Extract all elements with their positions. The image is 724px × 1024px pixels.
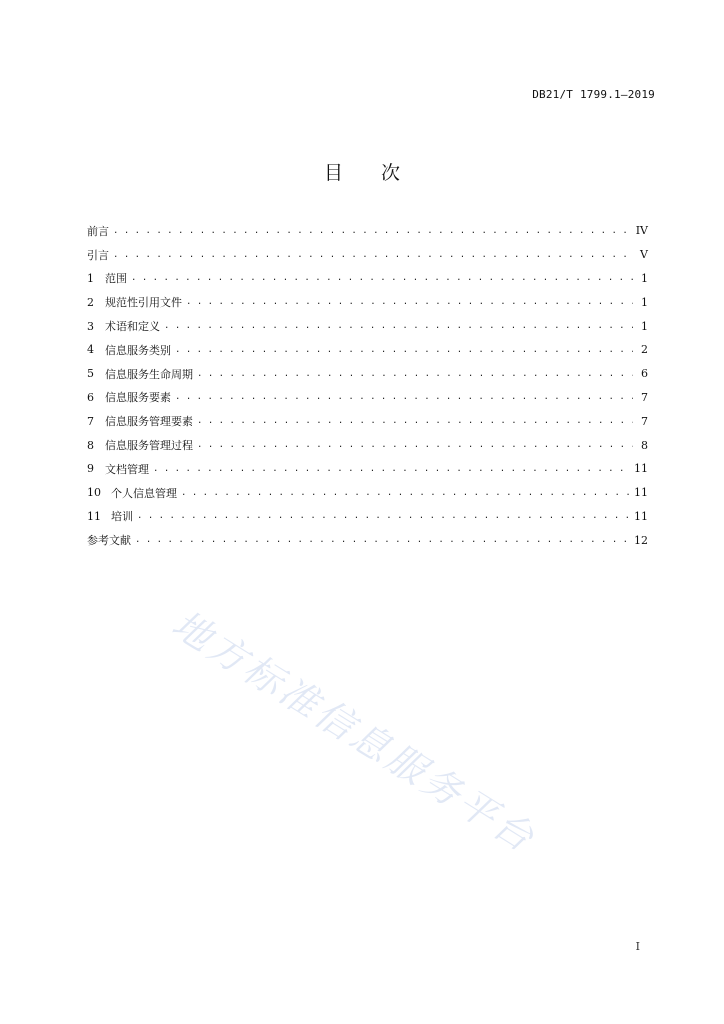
table-of-contents xyxy=(87,219,648,552)
toc-entry-number: 1 xyxy=(87,271,94,285)
toc-entry[interactable] xyxy=(87,338,648,362)
toc-entry[interactable] xyxy=(87,433,648,457)
toc-entry-page: 7 xyxy=(641,414,648,428)
toc-entry-page: 7 xyxy=(641,390,648,404)
toc-entry-number: 7 xyxy=(87,414,94,428)
toc-entry-leader-dots xyxy=(153,464,629,474)
toc-entry-leader-dots xyxy=(197,369,633,379)
toc-entry-number: 6 xyxy=(87,390,94,404)
toc-entry-label: 信息服务管理要素 xyxy=(105,415,193,429)
toc-entry-label: 培训 xyxy=(111,510,133,524)
toc-entry[interactable] xyxy=(87,290,648,314)
toc-entry-number: 11 xyxy=(87,509,101,523)
toc-entry-leader-dots xyxy=(181,488,629,498)
toc-entry-page: 6 xyxy=(641,367,648,381)
toc-entry[interactable] xyxy=(87,457,648,481)
toc-entry-page: 1 xyxy=(641,271,648,285)
toc-entry-label: 范围 xyxy=(105,272,127,286)
toc-entry[interactable] xyxy=(87,505,648,529)
toc-entry-page: 8 xyxy=(641,438,648,452)
toc-entry-label: 信息服务管理过程 xyxy=(105,439,193,453)
toc-entry-page: 1 xyxy=(641,319,648,333)
toc-entry[interactable] xyxy=(87,386,648,410)
toc-entry-leader-dots xyxy=(131,273,633,283)
toc-entry-page: 12 xyxy=(634,533,648,547)
toc-entry-label: 规范性引用文件 xyxy=(105,296,182,310)
toc-entry-number: 2 xyxy=(87,295,94,309)
toc-entry-label: 个人信息管理 xyxy=(111,486,177,500)
toc-entry-label: 信息服务要素 xyxy=(105,391,171,405)
page-number: I xyxy=(635,940,640,953)
toc-entry-number: 4 xyxy=(87,343,94,357)
toc-entry-page: 11 xyxy=(634,509,648,523)
toc-entry-number: 10 xyxy=(87,486,101,500)
toc-title xyxy=(0,158,724,185)
toc-entry-label: 信息服务类别 xyxy=(105,343,171,357)
toc-entry-number: 9 xyxy=(87,462,94,476)
toc-entry[interactable] xyxy=(87,219,648,243)
watermark: 地方标准信息服务平台 xyxy=(164,601,544,862)
toc-entry[interactable] xyxy=(87,314,648,338)
toc-entry[interactable] xyxy=(87,362,648,386)
toc-title-char-1: 目 xyxy=(323,162,343,184)
toc-entry-label: 文档管理 xyxy=(105,462,149,476)
toc-entry[interactable] xyxy=(87,267,648,291)
toc-entry-leader-dots xyxy=(197,440,633,450)
toc-entry-label: 参考文献 xyxy=(87,534,131,548)
toc-entry-leader-dots xyxy=(113,226,631,236)
toc-entry-leader-dots xyxy=(164,321,633,331)
toc-entry-leader-dots xyxy=(175,345,633,355)
toc-entry-leader-dots xyxy=(113,250,633,260)
toc-entry-number: 8 xyxy=(87,438,94,452)
toc-entry-number: 3 xyxy=(87,319,94,333)
toc-entry-label: 术语和定义 xyxy=(105,320,160,334)
toc-entry-page: 11 xyxy=(634,462,648,476)
toc-entry-leader-dots xyxy=(197,416,633,426)
toc-title-char-2: 次 xyxy=(381,162,401,184)
toc-entry-leader-dots xyxy=(175,392,633,402)
toc-entry-label: 引言 xyxy=(87,248,109,262)
toc-entry-number: 5 xyxy=(87,367,94,381)
toc-entry-leader-dots xyxy=(135,535,629,545)
toc-entry-page: IV xyxy=(635,224,648,238)
toc-entry[interactable] xyxy=(87,243,648,267)
toc-entry-page: 1 xyxy=(641,295,648,309)
toc-entry[interactable] xyxy=(87,528,648,552)
toc-entry-leader-dots xyxy=(137,511,629,521)
toc-entry-page: V xyxy=(640,248,648,262)
toc-entry-page: 2 xyxy=(641,343,648,357)
toc-entry[interactable] xyxy=(87,481,648,505)
toc-entry-leader-dots xyxy=(186,297,633,307)
toc-entry-label: 信息服务生命周期 xyxy=(105,367,193,381)
toc-entry-label: 前言 xyxy=(87,224,109,238)
document-code: DB21/T 1799.1—2019 xyxy=(532,88,655,101)
toc-entry-page: 11 xyxy=(634,486,648,500)
toc-entry[interactable] xyxy=(87,409,648,433)
